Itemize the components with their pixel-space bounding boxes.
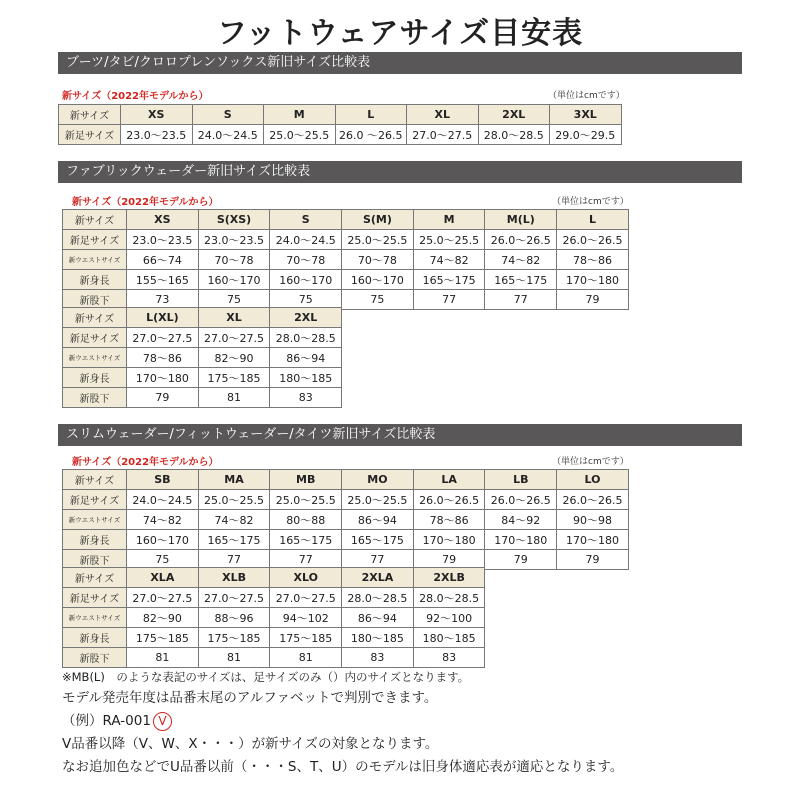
table-cell: 28.0～28.5 bbox=[413, 588, 485, 608]
note-line-4: V品番以降（V、W、X・・・）が新サイズの対象となります。 bbox=[62, 736, 439, 752]
row-label: 新足サイズ bbox=[59, 125, 121, 145]
table-cell: 175～185 bbox=[198, 628, 270, 648]
table-cell: 160～170 bbox=[270, 270, 342, 290]
table-cell: 25.0～25.5 bbox=[270, 490, 342, 510]
table-cell: 70～78 bbox=[270, 250, 342, 270]
table-cell: 25.0～25.5 bbox=[342, 490, 414, 510]
table-cell: 170～180 bbox=[557, 530, 629, 550]
unit-label: （単位はcmです） bbox=[552, 197, 629, 207]
table-cell: 77 bbox=[342, 550, 414, 570]
row-label: 新サイズ bbox=[63, 210, 127, 230]
table-cell: 74～82 bbox=[198, 510, 270, 530]
table-cell: 24.0～24.5 bbox=[270, 230, 342, 250]
size-header-row bbox=[63, 568, 485, 588]
table-cell: 88～96 bbox=[198, 608, 270, 628]
table-row bbox=[63, 588, 485, 608]
table-cell: 94～102 bbox=[270, 608, 342, 628]
size-header-cell: XS bbox=[127, 210, 199, 230]
table-cell: 28.0～28.5 bbox=[342, 588, 414, 608]
new-size-label: 新サイズ（2022年モデルから） bbox=[72, 457, 219, 468]
size-header-cell: SB bbox=[127, 470, 199, 490]
row-label: 新身長 bbox=[63, 368, 127, 388]
table-cell: 27.0～27.5 bbox=[198, 328, 270, 348]
size-header-cell: M bbox=[413, 210, 485, 230]
row-label: 新股下 bbox=[63, 388, 127, 408]
table-row bbox=[63, 348, 342, 368]
size-header-cell: LO bbox=[557, 470, 629, 490]
table-cell: 86～94 bbox=[342, 510, 414, 530]
size-header-cell: LA bbox=[413, 470, 485, 490]
row-label: 新サイズ bbox=[63, 568, 127, 588]
size-header-cell: XS bbox=[121, 105, 193, 125]
table-cell: 84～92 bbox=[485, 510, 557, 530]
boots-section-header: ブーツ/タビ/クロロプレンソックス新旧サイズ比較表 bbox=[58, 52, 742, 74]
table-row bbox=[63, 648, 485, 668]
table-cell: 75 bbox=[127, 550, 199, 570]
size-header-cell: MA bbox=[198, 470, 270, 490]
unit-label: （単位はcmです） bbox=[548, 91, 625, 101]
table-row bbox=[63, 490, 629, 510]
size-header-row bbox=[63, 210, 629, 230]
table-cell: 28.0～28.5 bbox=[270, 328, 342, 348]
row-label: 新身長 bbox=[63, 628, 127, 648]
slim-size-table-1 bbox=[62, 469, 629, 570]
size-header-cell: S bbox=[192, 105, 264, 125]
table-cell: 75 bbox=[270, 290, 342, 310]
table-cell: 165～175 bbox=[413, 270, 485, 290]
table-cell: 25.0～25.5 bbox=[342, 230, 414, 250]
table-cell: 175～185 bbox=[127, 628, 199, 648]
row-label: 新ウエストサイズ bbox=[63, 510, 127, 530]
table-cell: 27.0～27.5 bbox=[270, 588, 342, 608]
table-row bbox=[59, 125, 622, 145]
table-cell: 26.0～26.5 bbox=[557, 230, 629, 250]
row-label: 新ウエストサイズ bbox=[63, 250, 127, 270]
table-cell: 26.0 ～26.5 bbox=[335, 125, 407, 145]
table-cell: 79 bbox=[413, 550, 485, 570]
table-cell: 24.0～24.5 bbox=[192, 125, 264, 145]
table-cell: 23.0～23.5 bbox=[127, 230, 199, 250]
table-cell: 86～94 bbox=[270, 348, 342, 368]
table-cell: 90～98 bbox=[557, 510, 629, 530]
table-cell: 78～86 bbox=[557, 250, 629, 270]
table-cell: 26.0～26.5 bbox=[485, 490, 557, 510]
row-label: 新股下 bbox=[63, 648, 127, 668]
row-label: 新ウエストサイズ bbox=[63, 608, 127, 628]
size-header-cell: S(M) bbox=[342, 210, 414, 230]
size-header-cell: 2XLB bbox=[413, 568, 485, 588]
table-cell: 83 bbox=[342, 648, 414, 668]
fabric-size-table-1 bbox=[62, 209, 629, 310]
note-line-5: なお追加色などでU品番以前（・・・S、T、U）のモデルは旧身体適応表が適応となります。 bbox=[62, 759, 624, 775]
table-cell: 74～82 bbox=[485, 250, 557, 270]
table-cell: 78～86 bbox=[413, 510, 485, 530]
table-cell: 175～185 bbox=[198, 368, 270, 388]
row-label: 新足サイズ bbox=[63, 328, 127, 348]
table-cell: 75 bbox=[342, 290, 414, 310]
size-header-row bbox=[63, 308, 342, 328]
size-header-cell: L bbox=[335, 105, 407, 125]
table-row bbox=[63, 328, 342, 348]
table-cell: 77 bbox=[198, 550, 270, 570]
table-cell: 80～88 bbox=[270, 510, 342, 530]
table-cell: 78～86 bbox=[127, 348, 199, 368]
table-cell: 160～170 bbox=[342, 270, 414, 290]
size-header-row bbox=[59, 105, 622, 125]
table-cell: 24.0～24.5 bbox=[127, 490, 199, 510]
table-cell: 170～180 bbox=[127, 368, 199, 388]
table-row bbox=[63, 388, 342, 408]
unit-label: （単位はcmです） bbox=[552, 457, 629, 467]
size-header-cell: L(XL) bbox=[127, 308, 199, 328]
table-cell: 25.0～25.5 bbox=[264, 125, 336, 145]
fabric-size-table-2 bbox=[62, 307, 342, 408]
table-cell: 66～74 bbox=[127, 250, 199, 270]
table-cell: 23.0～23.5 bbox=[198, 230, 270, 250]
table-cell: 81 bbox=[198, 648, 270, 668]
row-label: 新サイズ bbox=[63, 308, 127, 328]
fabric-section-header: ファブリックウェーダー新旧サイズ比較表 bbox=[58, 161, 742, 183]
table-cell: 83 bbox=[270, 388, 342, 408]
size-header-cell: 2XL bbox=[478, 105, 550, 125]
table-cell: 29.0～29.5 bbox=[550, 125, 622, 145]
table-cell: 165～175 bbox=[270, 530, 342, 550]
row-label: 新股下 bbox=[63, 550, 127, 570]
size-header-cell: S bbox=[270, 210, 342, 230]
table-cell: 25.0～25.5 bbox=[413, 230, 485, 250]
table-row bbox=[63, 608, 485, 628]
table-cell: 73 bbox=[127, 290, 199, 310]
page-title: フットウェアサイズ目安表 bbox=[216, 16, 584, 51]
size-header-cell: XL bbox=[198, 308, 270, 328]
size-header-row bbox=[63, 470, 629, 490]
row-label: 新サイズ bbox=[63, 470, 127, 490]
size-header-cell: L bbox=[557, 210, 629, 230]
table-cell: 165～175 bbox=[342, 530, 414, 550]
size-header-cell: S(XS) bbox=[198, 210, 270, 230]
table-cell: 155～165 bbox=[127, 270, 199, 290]
size-header-cell: 3XL bbox=[550, 105, 622, 125]
table-cell: 170～180 bbox=[485, 530, 557, 550]
boots-size-table bbox=[58, 104, 622, 145]
note-line-3 bbox=[62, 710, 782, 733]
size-header-cell: XLB bbox=[198, 568, 270, 588]
table-cell: 25.0～25.5 bbox=[198, 490, 270, 510]
table-row bbox=[63, 628, 485, 648]
table-cell: 170～180 bbox=[413, 530, 485, 550]
row-label: 新身長 bbox=[63, 530, 127, 550]
new-size-label: 新サイズ（2022年モデルから） bbox=[62, 91, 209, 102]
table-cell: 27.0～27.5 bbox=[198, 588, 270, 608]
table-row bbox=[63, 250, 629, 270]
row-label: 新股下 bbox=[63, 290, 127, 310]
row-label: 新足サイズ bbox=[63, 588, 127, 608]
table-row bbox=[63, 530, 629, 550]
table-cell: 165～175 bbox=[485, 270, 557, 290]
size-header-cell: MB bbox=[270, 470, 342, 490]
table-cell: 27.0～27.5 bbox=[127, 328, 199, 348]
slim-section-header: スリムウェーダー/フィットウェーダー/タイツ新旧サイズ比較表 bbox=[58, 424, 742, 446]
table-row bbox=[63, 510, 629, 530]
table-cell: 92～100 bbox=[413, 608, 485, 628]
size-header-cell: M(L) bbox=[485, 210, 557, 230]
table-cell: 75 bbox=[198, 290, 270, 310]
note-line-1: ※MB(L) のような表記のサイズは、足サイズのみ（）内のサイズとなります。 bbox=[62, 670, 470, 684]
table-cell: 165～175 bbox=[198, 530, 270, 550]
table-cell: 27.0～27.5 bbox=[127, 588, 199, 608]
table-row bbox=[63, 230, 629, 250]
notes-block bbox=[62, 668, 782, 779]
table-cell: 180～185 bbox=[413, 628, 485, 648]
new-size-label: 新サイズ（2022年モデルから） bbox=[72, 197, 219, 208]
table-cell: 23.0～23.5 bbox=[121, 125, 193, 145]
table-cell: 82～90 bbox=[198, 348, 270, 368]
table-cell: 160～170 bbox=[198, 270, 270, 290]
table-cell: 79 bbox=[485, 550, 557, 570]
table-cell: 77 bbox=[270, 550, 342, 570]
table-cell: 83 bbox=[413, 648, 485, 668]
table-cell: 70～78 bbox=[342, 250, 414, 270]
table-cell: 81 bbox=[270, 648, 342, 668]
size-header-cell: XL bbox=[407, 105, 479, 125]
table-cell: 79 bbox=[557, 290, 629, 310]
table-row bbox=[63, 368, 342, 388]
table-cell: 82～90 bbox=[127, 608, 199, 628]
row-label: 新足サイズ bbox=[63, 490, 127, 510]
table-cell: 27.0～27.5 bbox=[407, 125, 479, 145]
example-prefix: （例）RA-001 bbox=[62, 713, 151, 729]
row-label: 新足サイズ bbox=[63, 230, 127, 250]
table-cell: 28.0～28.5 bbox=[478, 125, 550, 145]
table-cell: 180～185 bbox=[342, 628, 414, 648]
table-cell: 79 bbox=[557, 550, 629, 570]
table-cell: 70～78 bbox=[198, 250, 270, 270]
table-cell: 77 bbox=[413, 290, 485, 310]
note-line-2: モデル発売年度は品番末尾のアルファベットで判別できます。 bbox=[62, 690, 438, 706]
table-cell: 175～185 bbox=[270, 628, 342, 648]
table-cell: 77 bbox=[485, 290, 557, 310]
table-cell: 81 bbox=[127, 648, 199, 668]
size-header-cell: M bbox=[264, 105, 336, 125]
size-header-cell: 2XLA bbox=[342, 568, 414, 588]
size-header-cell: XLO bbox=[270, 568, 342, 588]
table-cell: 170～180 bbox=[557, 270, 629, 290]
size-header-cell: MO bbox=[342, 470, 414, 490]
table-cell: 74～82 bbox=[127, 510, 199, 530]
table-cell: 180～185 bbox=[270, 368, 342, 388]
table-cell: 86～94 bbox=[342, 608, 414, 628]
circled-v-mark: V bbox=[153, 712, 172, 731]
table-row bbox=[63, 270, 629, 290]
size-header-cell: XLA bbox=[127, 568, 199, 588]
table-cell: 26.0～26.5 bbox=[485, 230, 557, 250]
size-header-cell: 2XL bbox=[270, 308, 342, 328]
row-label: 新サイズ bbox=[59, 105, 121, 125]
table-cell: 160～170 bbox=[127, 530, 199, 550]
slim-size-table-2 bbox=[62, 567, 485, 668]
row-label: 新身長 bbox=[63, 270, 127, 290]
table-cell: 79 bbox=[127, 388, 199, 408]
table-cell: 81 bbox=[198, 388, 270, 408]
row-label: 新ウエストサイズ bbox=[63, 348, 127, 368]
table-cell: 74～82 bbox=[413, 250, 485, 270]
size-header-cell: LB bbox=[485, 470, 557, 490]
table-cell: 26.0～26.5 bbox=[413, 490, 485, 510]
table-cell: 26.0～26.5 bbox=[557, 490, 629, 510]
